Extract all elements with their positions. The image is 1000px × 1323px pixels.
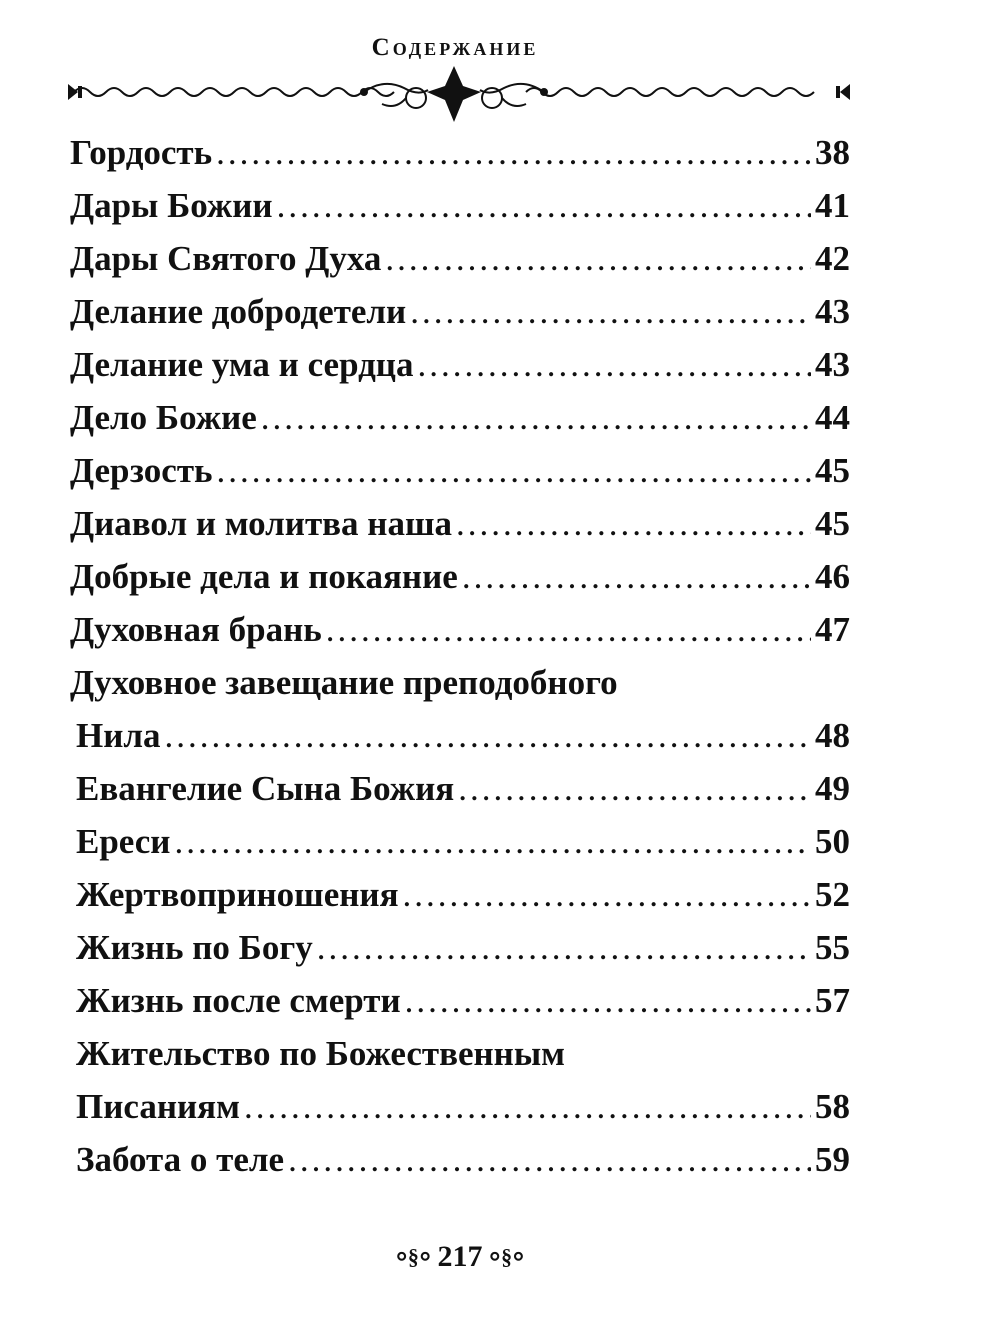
page-ref: 57 (815, 981, 850, 1020)
toc-entry[interactable]: Дары Святого Духа ..... 42 (70, 232, 850, 285)
page-ref: 55 (815, 928, 850, 967)
page-title: Содержание (371, 34, 539, 61)
toc-entry-heading-line[interactable]: Жительство по Божественным (76, 1034, 566, 1073)
page-ref: 47 (815, 610, 850, 649)
page-ref: 45 (815, 504, 850, 543)
toc-entry[interactable]: Ереси ..... 50 (70, 815, 850, 868)
page-ref: 44 (815, 398, 850, 437)
page-ref: 43 (815, 292, 850, 331)
toc-entry[interactable]: Дерзость ..... 45 (70, 444, 850, 497)
toc-entry[interactable]: Евангелие Сына Божия ..... 49 (70, 762, 850, 815)
toc-entry[interactable]: Добрые дела и покаяние ..... 46 (70, 550, 850, 603)
toc-entry[interactable]: Дары Божии ..... 41 (70, 179, 850, 232)
toc-entry[interactable]: Диавол и молитва наша ..... 45 (70, 497, 850, 550)
toc-entry[interactable]: Дело Божие ..... 44 (70, 391, 850, 444)
toc-entry[interactable]: Жизнь по Богу ..... 55 (70, 921, 850, 974)
page-ref: 50 (815, 822, 850, 861)
toc-entry[interactable]: Делание добродетели ..... 43 (70, 285, 850, 338)
page-ref: 38 (815, 133, 850, 172)
page-ref: 52 (815, 875, 850, 914)
toc-entry[interactable]: Забота о теле ..... 59 (70, 1133, 850, 1186)
toc-entry[interactable]: Нила ..... 48 (70, 709, 850, 762)
page-ref: 48 (815, 716, 850, 755)
toc-entry[interactable]: Духовная брань ..... 47 (70, 603, 850, 656)
page-ref: 45 (815, 451, 850, 490)
page-ref: 43 (815, 345, 850, 384)
toc-entry[interactable]: Жертвоприношения ..... 52 (70, 868, 850, 921)
page-number: ⸰§⸰ 217 ⸰§⸰ (395, 1240, 525, 1273)
page-ref: 41 (815, 186, 850, 225)
page-ref: 59 (815, 1140, 850, 1179)
toc-entry[interactable]: Гордость ..... 38 (70, 126, 850, 179)
toc-entry[interactable]: Делание ума и сердца ..... 43 (70, 338, 850, 391)
toc-entry[interactable]: Писаниям ..... 58 (70, 1080, 850, 1133)
flourish-icon: ⸰§⸰ (395, 1244, 432, 1269)
page-ref: 49 (815, 769, 850, 808)
toc-entry[interactable]: Жизнь после смерти ..... 57 (70, 974, 850, 1027)
table-of-contents (70, 126, 850, 1186)
toc-entry-heading-line[interactable]: Духовное завещание преподобного (70, 663, 618, 702)
page-ref: 42 (815, 239, 850, 278)
flourish-icon: ⸰§⸰ (488, 1244, 525, 1269)
decorative-divider-icon (64, 64, 854, 126)
page-ref: 46 (815, 557, 850, 596)
page-ref: 58 (815, 1087, 850, 1126)
